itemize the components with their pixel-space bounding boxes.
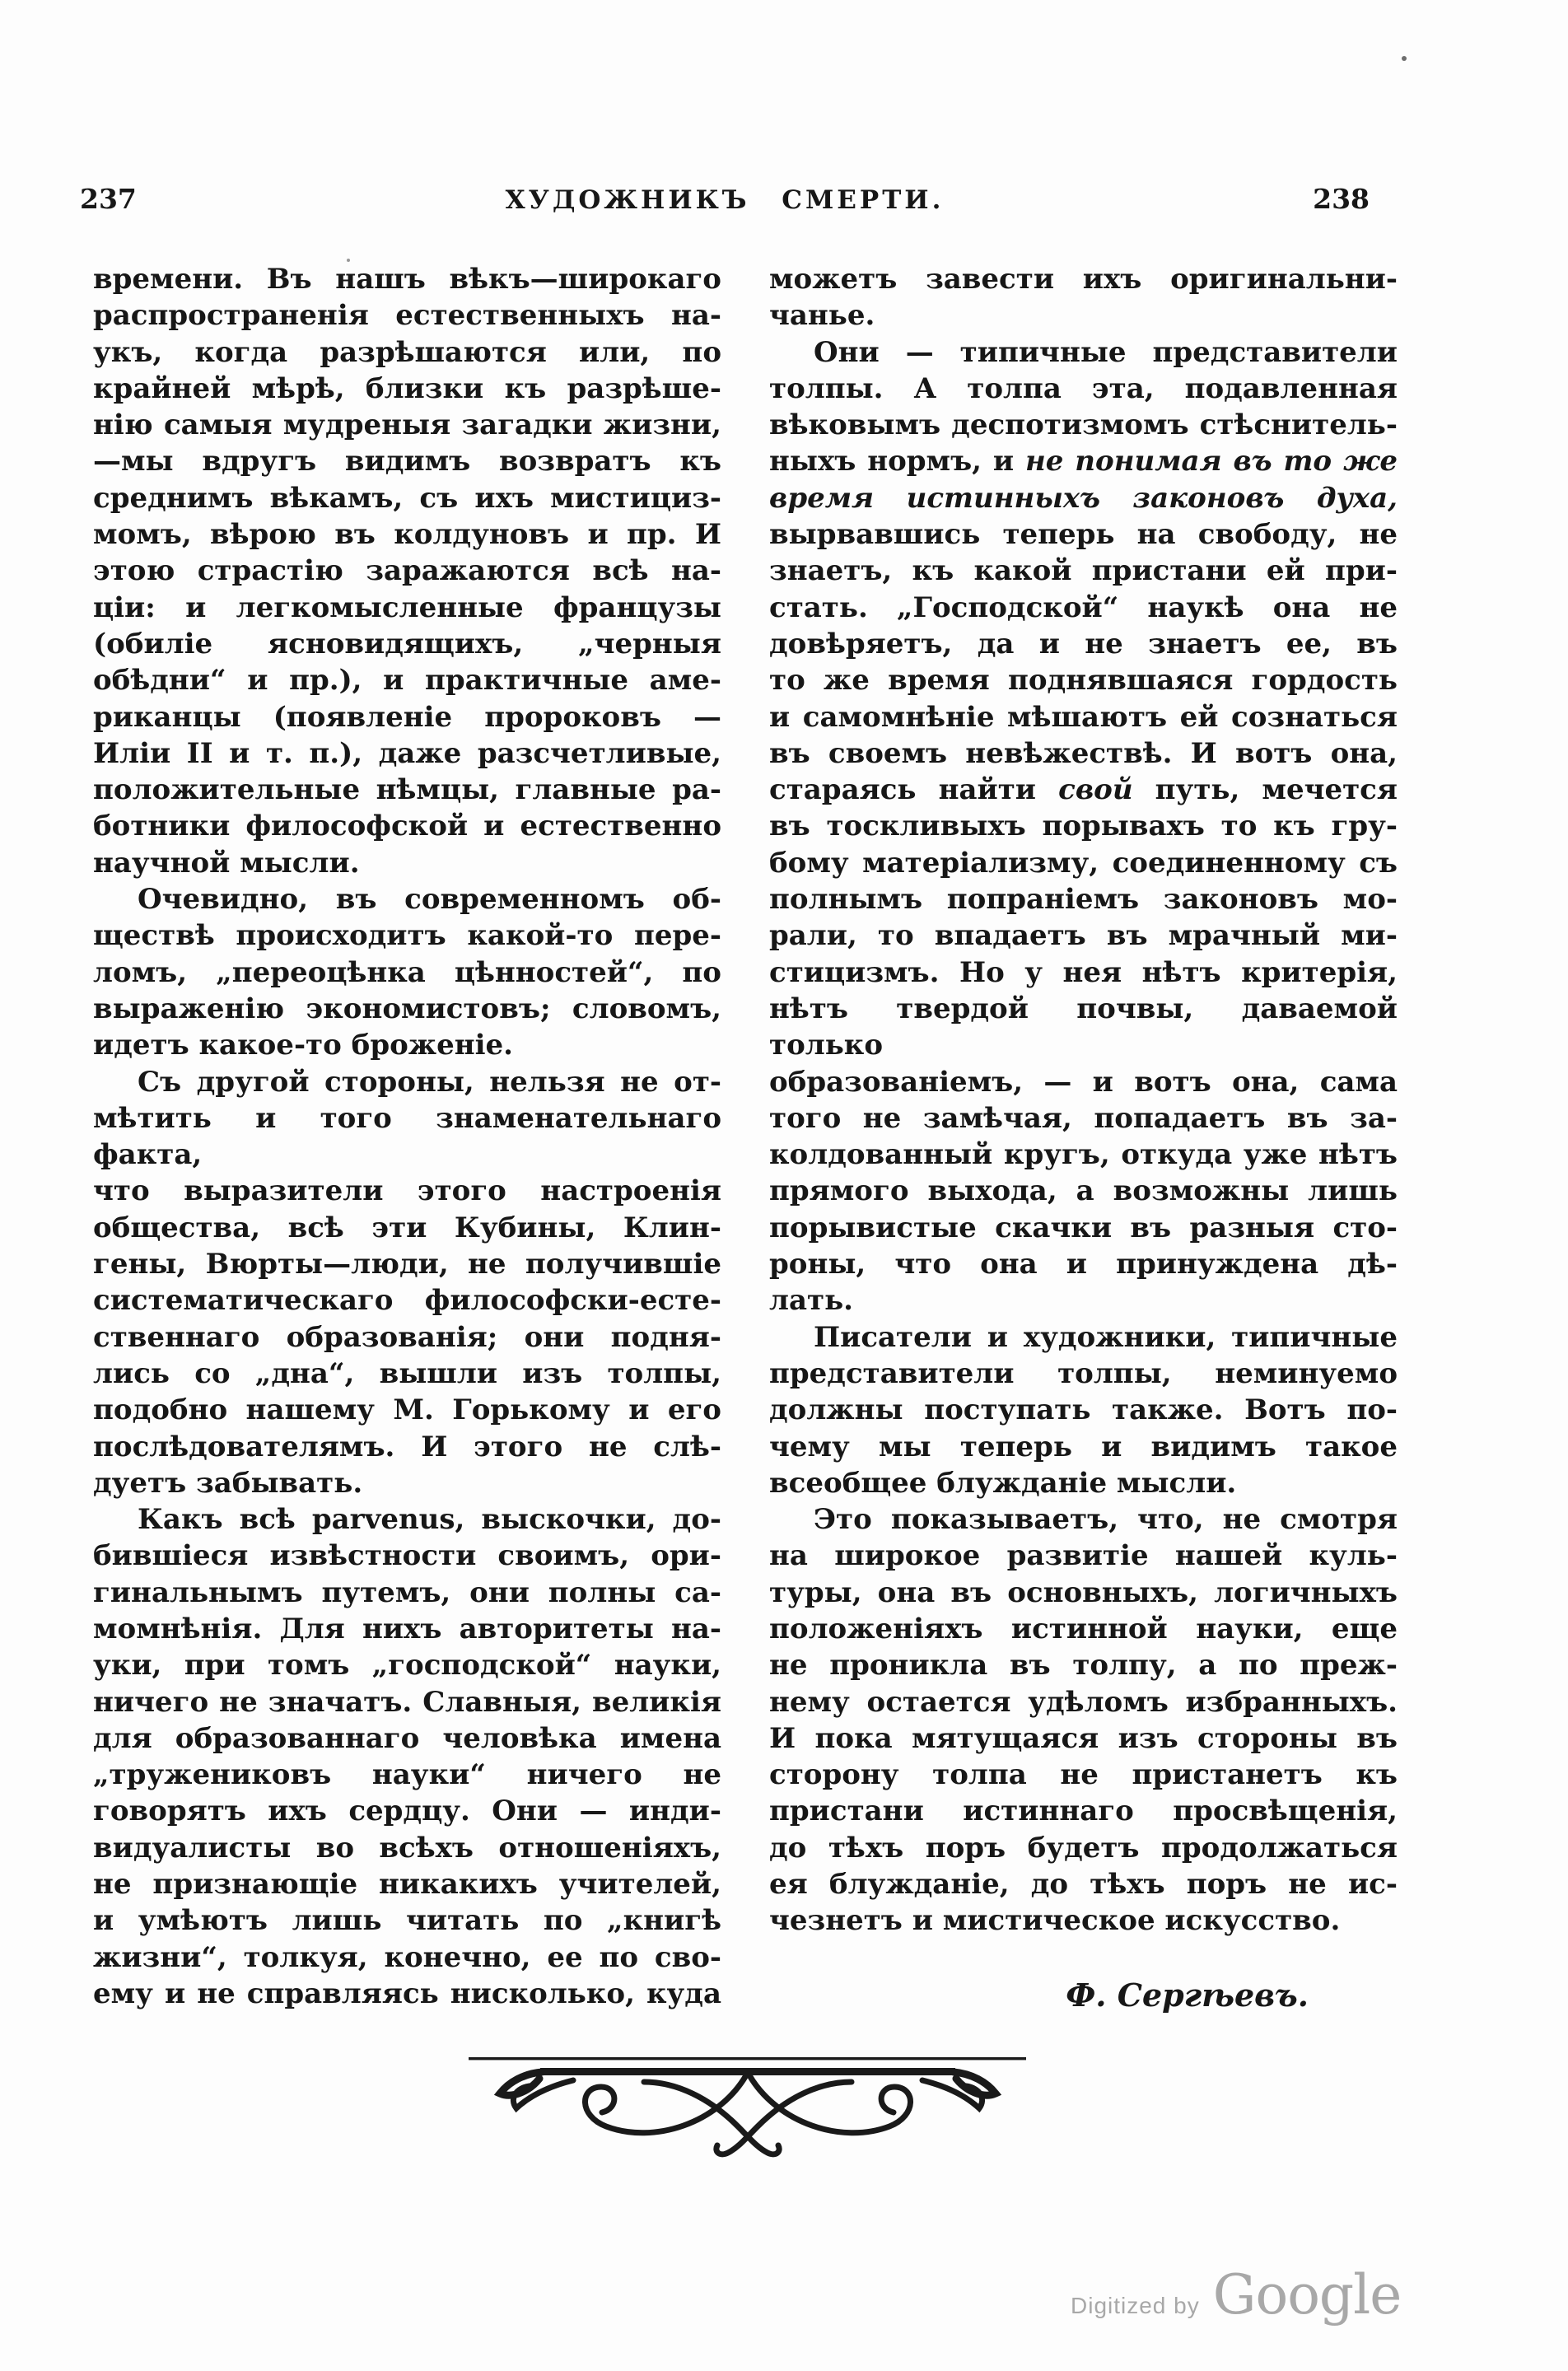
text-segment: чезнетъ и мистическое искусство. [769,1904,1341,1938]
text-segment: этою страстію заражаются всѣ на- [93,554,721,588]
text-line [93,261,721,297]
text-line [769,553,1398,589]
text-line [93,699,721,735]
text-segment: „тружениковъ науки“ ничего не [93,1758,721,1792]
text-segment: подобно нашему М. Горькому и его [93,1393,721,1427]
text-segment: Какъ всѣ parvenus, выскочки, до- [138,1503,721,1537]
text-segment: чанье. [769,299,875,333]
text-segment: Очевидно, въ современномъ об- [138,883,721,917]
text-line [769,407,1398,443]
text-line [93,735,721,772]
text-line [93,1465,721,1501]
text-line [93,662,721,698]
text-segment: довѣряетъ, да и не знаетъ ее, въ [769,627,1398,660]
text-segment: нѣтъ твердой почвы, даваемой только [769,992,1398,1062]
text-segment: представители толпы, неминуемо [769,1356,1398,1390]
text-segment: стицизмъ. Но у нея нѣтъ критерія, [769,955,1398,989]
text-segment: Это показываетъ, что, не смотря [814,1503,1398,1537]
text-segment: укъ, когда разрѣшаются или, по [93,335,721,369]
page-number-right: 238 [1313,183,1370,215]
text-segment: чему мы теперь и видимъ такое [769,1430,1398,1463]
text-line [769,1356,1398,1392]
text-segment: положеніяхъ истинной науки, еще [769,1612,1398,1645]
text-line [93,371,721,407]
text-segment: момъ, вѣрою въ колдуновъ и пр. И [93,518,721,552]
text-line [93,1210,721,1246]
text-line [769,1575,1398,1611]
text-segment: Они — типичные представители [814,335,1398,369]
text-line [769,1538,1398,1574]
text-line [93,1939,721,1976]
text-line [769,1429,1398,1465]
text-segment: бому матеріализму, соединенному съ [769,846,1398,880]
text-line [93,881,721,917]
text-line [93,1173,721,1209]
text-line [769,1392,1398,1428]
text-segment: вырвавшись теперь на свободу, не [769,518,1398,552]
text-segment: не проникла въ толпу, а по преж- [769,1649,1398,1683]
text-segment: идетъ какое-то броженіе. [93,1029,513,1062]
text-segment: видуалисты во всѣхъ отношеніяхъ, [93,1831,721,1865]
text-segment: систематическаго философски-есте- [93,1284,721,1318]
text-segment: роны, что она и принуждена дѣ- [769,1248,1398,1281]
text-line [769,991,1398,1064]
text-line [769,1501,1398,1538]
text-line [93,297,721,334]
text-line [93,1611,721,1647]
italic-text-segment: не понимая въ то же [1025,445,1398,478]
text-segment: нему остается удѣломъ избранныхъ. [769,1685,1398,1719]
text-segment: ея блужданіе, до тѣхъ поръ не ис- [769,1868,1398,1902]
text-segment: и самомнѣніе мѣшаютъ ей сознаться [769,700,1398,734]
text-line [769,590,1398,626]
text-line [93,1866,721,1902]
digitized-by-label: Digitized by [1071,2293,1200,2318]
left-column [93,261,721,2014]
text-segment: порывистые скачки въ разныя сто- [769,1211,1398,1244]
text-segment: риканцы (появленіе пророковъ — [93,700,721,734]
text-line [93,1720,721,1757]
text-line [769,1830,1398,1866]
text-segment: то же время поднявшаяся гордость [769,664,1398,698]
text-segment: вѣковымъ деспотизмомъ стѣснитель- [769,408,1398,442]
text-line [93,1830,721,1866]
text-line [769,1100,1398,1136]
text-line [769,443,1398,479]
text-segment: дуетъ забывать. [93,1466,363,1500]
running-head [80,183,1370,217]
text-segment: выраженію экономистовъ; словомъ, [93,992,721,1025]
text-line [93,480,721,516]
text-line [93,1976,721,2012]
text-segment: на широкое развитіе нашей куль- [769,1539,1398,1573]
text-line [93,1100,721,1174]
text-segment: ему и не справляясь нисколько, куда [93,1977,721,2010]
text-segment: среднимъ вѣкамъ, съ ихъ мистициз- [93,481,721,515]
text-line [93,443,721,479]
text-line [769,1136,1398,1173]
text-line [93,334,721,371]
text-line [93,626,721,662]
text-line [93,1356,721,1392]
text-line [769,1319,1398,1356]
text-segment: туры, она въ основныхъ, логичныхъ [769,1575,1398,1609]
text-segment: что выразители этого настроенія [93,1174,721,1208]
text-segment: ботники философской и естественно [93,810,721,843]
text-line [93,1538,721,1574]
text-segment: ціи: и легкомысленные французы [93,590,721,624]
text-line [93,1647,721,1683]
text-segment: не признающіе никакихъ учителей, [93,1868,721,1902]
text-segment: толпы. А толпа эта, подавленная [769,371,1398,405]
google-logo: Google [1212,2263,1402,2327]
text-segment: путь, мечется [1132,773,1398,807]
text-segment: ственнаго образованія; они подня- [93,1320,721,1354]
text-segment: гинальнымъ путемъ, они полны са- [93,1575,721,1609]
text-line [769,480,1398,516]
text-segment: времени. Въ нашъ вѣкъ—широкаго [93,263,721,296]
text-line [769,772,1398,808]
text-line [769,1647,1398,1683]
text-segment: ществѣ происходитъ какой-то пере- [93,919,721,953]
text-line [769,662,1398,698]
text-segment: образованіемъ, — и вотъ она, сама [769,1065,1398,1099]
text-line [93,772,721,808]
text-line [93,1392,721,1428]
text-segment: бившіеся извѣстности своимъ, ори- [93,1539,721,1573]
text-line [769,699,1398,735]
running-title: ХУДОЖНИКЪ СМЕРТИ. [505,185,945,215]
text-segment: знаетъ, къ какой пристани ей при- [769,554,1398,588]
text-segment: должны поступать также. Вотъ по- [769,1393,1398,1427]
text-line [93,516,721,553]
text-line [93,808,721,844]
text-line [769,1866,1398,1902]
text-line [769,1684,1398,1720]
text-segment: ныхъ нормъ, и [769,445,1025,478]
text-segment: момнѣнія. Для нихъ авторитеты на- [93,1612,721,1645]
google-watermark [1071,2263,1401,2327]
text-segment: стать. „Господской“ наукѣ она не [769,590,1398,624]
text-segment: научной мысли. [93,846,360,880]
text-line [769,1793,1398,1829]
text-segment: и умѣютъ лишь читать по „книгѣ [93,1904,721,1938]
text-line [769,1210,1398,1246]
text-line [93,1246,721,1282]
text-line [93,1064,721,1100]
text-segment: въ тоскливыхъ порывахъ то къ гру- [769,810,1398,843]
italic-text-segment: время истинныхъ законовъ духа, [769,481,1398,515]
text-segment: общества, всѣ эти Кубины, Клин- [93,1211,721,1244]
text-line [769,1720,1398,1757]
text-segment: того не замѣчая, попадаетъ въ за- [769,1101,1398,1135]
text-segment: распространенія естественныхъ на- [93,299,721,333]
author-signature: Ф. Сергѣевъ. [1066,1976,1309,2014]
italic-text-segment: свой [1058,773,1133,807]
text-segment: нію самыя мудреныя загадки жизни, [93,408,721,442]
right-column [769,261,1398,2014]
text-segment: уки, при томъ „господской“ науки, [93,1649,721,1683]
text-segment: И пока мятущаяся изъ стороны въ [769,1721,1398,1755]
scan-speck [1402,56,1407,61]
text-segment: стараясь найти [769,773,1059,807]
text-segment: ничего не значатъ. Славныя, великія [93,1685,721,1719]
text-segment: Съ другой стороны, нельзя не от- [138,1065,721,1099]
text-line [769,516,1398,553]
text-line [769,261,1398,297]
text-line [769,334,1398,371]
text-segment: полнымъ попраніемъ законовъ мо- [769,883,1398,917]
text-line [93,1319,721,1356]
text-line [769,1465,1398,1501]
text-segment: Писатели и художники, типичные [814,1320,1398,1354]
text-segment: до тѣхъ поръ будетъ продолжаться [769,1831,1398,1865]
text-segment: колдованный кругъ, откуда уже нѣтъ [769,1138,1398,1172]
text-line [93,1793,721,1829]
text-segment: —мы вдругъ видимъ возвратъ къ [93,445,721,478]
text-line [769,881,1398,917]
text-line [93,917,721,954]
page-number-left: 237 [80,183,137,215]
text-line [93,590,721,626]
scan-speck [347,259,350,262]
text-segment: для образованнаго человѣка имена [93,1721,721,1755]
text-line [769,1173,1398,1209]
text-segment: послѣдователямъ. И этого не слѣ- [93,1430,721,1463]
text-segment: ломъ, „переоцѣнка цѣнностей“, по [93,955,721,989]
text-line [769,808,1398,844]
text-segment: (обиліе ясновидящихъ, „черныя [93,627,721,660]
text-line [769,1902,1398,1939]
text-line [93,1902,721,1939]
text-segment: положительные нѣмцы, главные ра- [93,773,721,807]
text-line [769,1757,1398,1793]
text-line [93,1757,721,1793]
text-line [769,735,1398,772]
text-segment: можетъ завести ихъ оригинальни- [769,263,1398,296]
text-segment: въ своемъ невѣжествѣ. И вотъ она, [769,736,1398,770]
text-line [93,991,721,1027]
text-segment: рали, то впадаетъ въ мрачный ми- [769,919,1398,953]
tailpiece-ornament [468,2047,1028,2179]
text-segment: лать. [769,1284,853,1318]
text-segment: крайней мѣрѣ, близки къ разрѣше- [93,371,721,405]
text-segment: всеобщее блужданіе мысли. [769,1466,1237,1500]
text-line [769,1282,1398,1319]
text-line [93,845,721,881]
text-line [769,1064,1398,1100]
text-segment: сторону толпа не пристанетъ къ [769,1758,1398,1792]
text-line [769,845,1398,881]
text-line [93,1027,721,1063]
text-line [769,371,1398,407]
text-line [769,917,1398,954]
text-line [93,1684,721,1720]
text-line [769,1246,1398,1282]
text-line [93,553,721,589]
text-segment: говорятъ ихъ сердцу. Они — инди- [93,1795,721,1828]
text-line [93,407,721,443]
text-line [93,1501,721,1538]
text-line [769,626,1398,662]
text-line [93,1282,721,1319]
text-segment: жизни“, толкуя, конечно, ее по сво- [93,1940,721,1974]
text-segment: мѣтить и того знаменательнаго факта, [93,1101,721,1172]
text-segment: Иліи II и т. п.), даже разсчетливые, [93,736,721,770]
text-columns [93,261,1398,2014]
text-segment: прямого выхода, а возможны лишь [769,1174,1398,1208]
text-segment: обѣдни“ и пр.), и практичные аме- [93,664,721,698]
text-line [769,954,1398,991]
text-line [769,297,1398,334]
text-segment: гены, Вюрты—люди, не получившіе [93,1248,721,1281]
text-line [93,1429,721,1465]
text-line [93,954,721,991]
text-line [769,1611,1398,1647]
text-segment: пристани истиннаго просвѣщенія, [769,1795,1398,1828]
text-segment: лись со „дна“, вышли изъ толпы, [93,1356,721,1390]
text-line [93,1575,721,1611]
